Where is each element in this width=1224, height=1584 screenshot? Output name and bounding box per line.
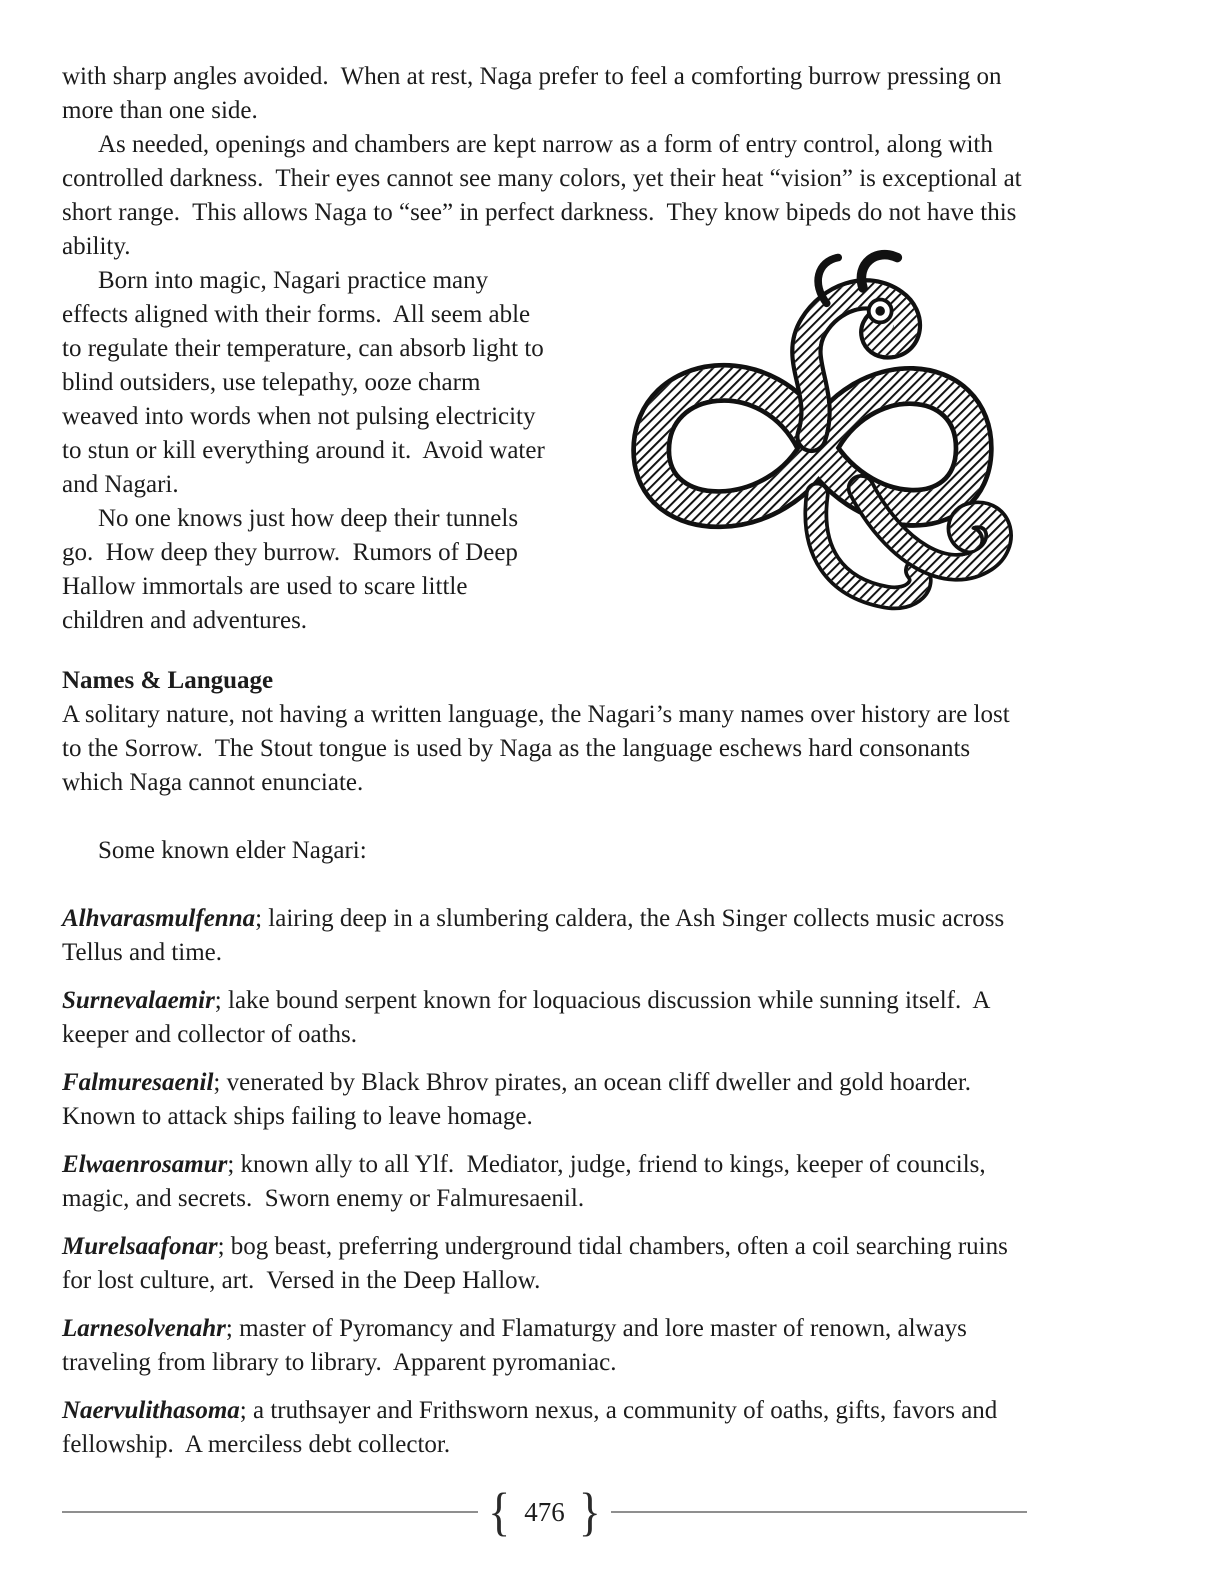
entry-desc: ; lake bound serpent known for loquacious discussion while sunning itself. A keeper and collector of oaths.	[62, 987, 996, 1048]
page-number: 476	[524, 1496, 565, 1527]
entry-surnevalaemir	[62, 984, 1027, 1052]
entry-naervulithasoma	[62, 1394, 1027, 1462]
entry-name: Larnesolvenahr	[62, 1315, 226, 1342]
serpent-knot-svg	[575, 248, 1027, 620]
entry-name: Alhvarasmulfenna	[62, 905, 256, 932]
footer-rule-right	[611, 1511, 1027, 1513]
paragraph-tunnels: No one knows just how deep their tunnels go. How deep they burrow. Rumors of Deep Hallow immortals are used to scare little children and adventures.	[62, 505, 525, 634]
paragraph-entry-control: As needed, openings and chambers are kept narrow as a form of entry control, along with controlled darkness. Their eyes cannot see many colors, yet their heat “vision” is exceptional at short range. This allows Naga to “see” in perfect darkness. They know bipeds do not have this ability.	[62, 131, 1028, 260]
elder-nagari-lead-in: Some known elder Nagari:	[98, 837, 367, 864]
paragraph-language-intro: A solitary nature, not having a written language, the Nagari’s many names over history are lost to the Sorrow. The Stout tongue is used by Naga as the language eschews hard consonants which Naga cannot enunciate.	[62, 701, 1016, 796]
entry-name: Elwaenrosamur	[62, 1151, 228, 1178]
paragraph-magic: Born into magic, Nagari practice many effects aligned with their forms. All seem able to regulate their temperature, can absorb light to blind outsiders, use telepathy, ooze charm weaved into words when not pulsing electricity to stun or kill everything around it. Avoid water and Nagari.	[62, 267, 552, 498]
entry-elwaenrosamur	[62, 1148, 1027, 1216]
serpent-knot-illustration	[575, 248, 1027, 620]
entry-desc: ; a truthsayer and Frithsworn nexus, a community of oaths, gifts, favors and fellowship. A merciless debt collector.	[62, 1397, 1004, 1458]
entry-falmuresaenil	[62, 1066, 1027, 1134]
entry-alhvarasmulfenna	[62, 902, 1027, 970]
footer-right-bracket: }	[578, 1482, 601, 1541]
entry-desc: ; venerated by Black Bhrov pirates, an ocean cliff dweller and gold hoarder. Known to attack ships failing to leave homage.	[62, 1069, 984, 1130]
entry-name: Naervulithasoma	[62, 1397, 240, 1424]
entry-desc: ; known ally to all Ylf. Mediator, judge, friend to kings, keeper of councils, magic, and secrets. Sworn enemy or Falmuresaenil.	[62, 1151, 992, 1212]
footer-rule-left	[62, 1511, 478, 1513]
page-footer	[62, 1482, 1027, 1541]
entry-name: Murelsaafonar	[62, 1233, 218, 1260]
entry-name: Surnevalaemir	[62, 987, 215, 1014]
entry-murelsaafonar	[62, 1230, 1027, 1298]
section-heading-names-language: Names & Language	[62, 667, 274, 694]
entry-name: Falmuresaenil	[62, 1069, 214, 1096]
entry-larnesolvenahr	[62, 1312, 1027, 1380]
entry-desc: ; lairing deep in a slumbering caldera, the Ash Singer collects music across Tellus and time.	[62, 905, 1011, 966]
footer-left-bracket: {	[488, 1482, 511, 1541]
entry-desc: ; bog beast, preferring underground tidal chambers, often a coil searching ruins for lost culture, art. Versed in the Deep Hallow.	[62, 1233, 1015, 1294]
entry-desc: ; master of Pyromancy and Flamaturgy and lore master of renown, always traveling from library to library. Apparent pyromaniac.	[62, 1315, 974, 1376]
paragraph-burrow: with sharp angles avoided. When at rest, Naga prefer to feel a comforting burrow pressing on more than one side.	[62, 63, 1008, 124]
